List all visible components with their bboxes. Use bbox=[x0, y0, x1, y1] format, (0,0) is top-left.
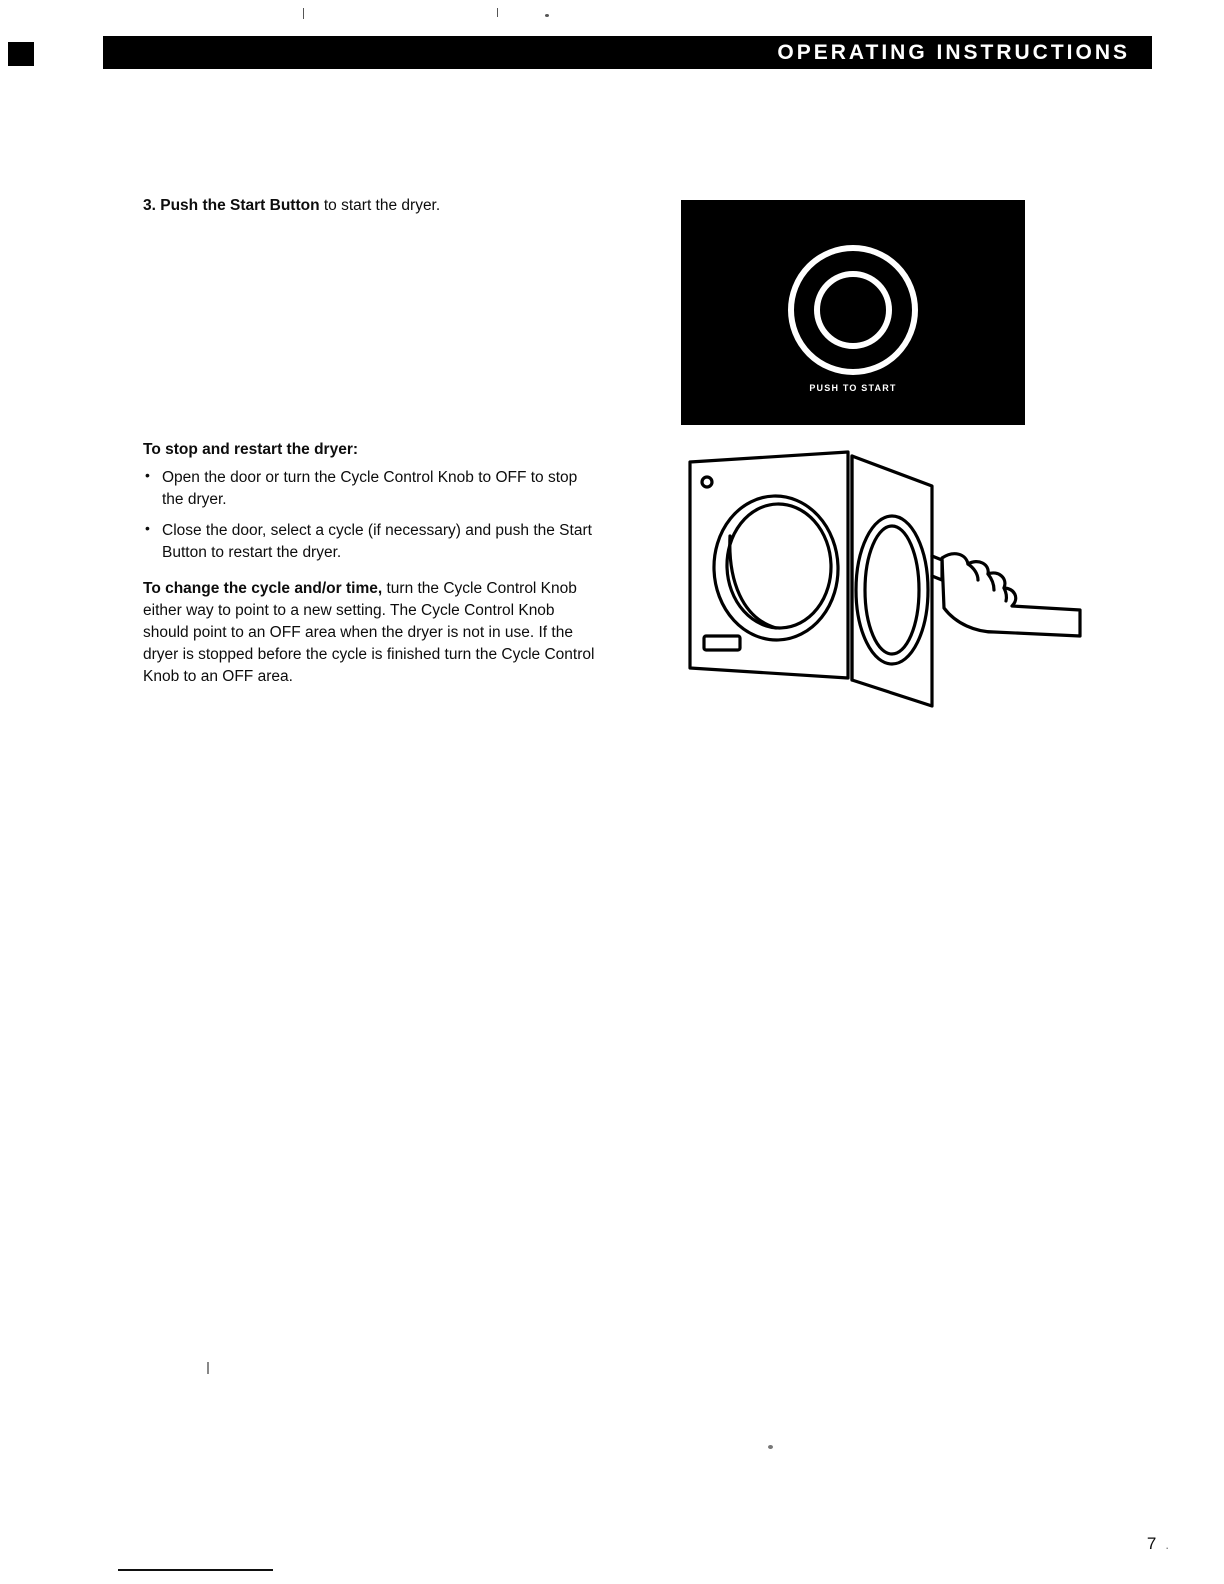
registration-mark bbox=[497, 8, 498, 17]
step-3-rest: to start the dryer. bbox=[319, 197, 441, 214]
page-speck bbox=[207, 1362, 209, 1374]
registration-mark bbox=[545, 14, 549, 17]
page-speck bbox=[768, 1445, 773, 1449]
change-cycle-rest: turn the Cycle Control Knob either way to point to a new setting. The Cycle Control Knob should point to an OFF area when the dryer is not in use. If the dryer is stopped before the cycle is finished turn the Cycle Control Knob to an OFF area. bbox=[143, 579, 595, 685]
knob-caption: PUSH TO START bbox=[809, 383, 897, 393]
change-cycle-paragraph bbox=[143, 578, 598, 688]
figure-dryer-door bbox=[676, 440, 1096, 725]
stop-restart-block bbox=[143, 440, 598, 688]
page-number-value: 7 bbox=[1146, 1534, 1157, 1553]
page-title: OPERATING INSTRUCTIONS bbox=[777, 40, 1130, 64]
footer-rule bbox=[118, 1569, 273, 1571]
step-3-number: 3. bbox=[143, 197, 156, 214]
page-number-dot: . bbox=[1165, 1537, 1169, 1552]
stop-restart-bullets bbox=[143, 467, 598, 564]
registration-mark bbox=[303, 8, 304, 19]
page-number bbox=[1147, 1534, 1169, 1554]
dryer-illustration-icon bbox=[676, 440, 1096, 725]
list-item: • Close the door, select a cycle (if necessary) and push the Start Button to restart the dryer. bbox=[143, 520, 598, 564]
header-banner bbox=[103, 36, 1152, 69]
header-corner-block bbox=[8, 42, 34, 66]
stop-restart-heading: To stop and restart the dryer: bbox=[143, 441, 359, 458]
step-3-block bbox=[143, 196, 593, 217]
change-cycle-bold-lead: To change the cycle and/or time, bbox=[143, 579, 383, 597]
list-item: • Open the door or turn the Cycle Control Knob to OFF to stop the dryer. bbox=[143, 467, 598, 511]
step-3-bold-lead: Push the Start Button bbox=[160, 197, 320, 214]
step-3-text bbox=[143, 196, 593, 217]
figure-start-button bbox=[681, 200, 1025, 425]
